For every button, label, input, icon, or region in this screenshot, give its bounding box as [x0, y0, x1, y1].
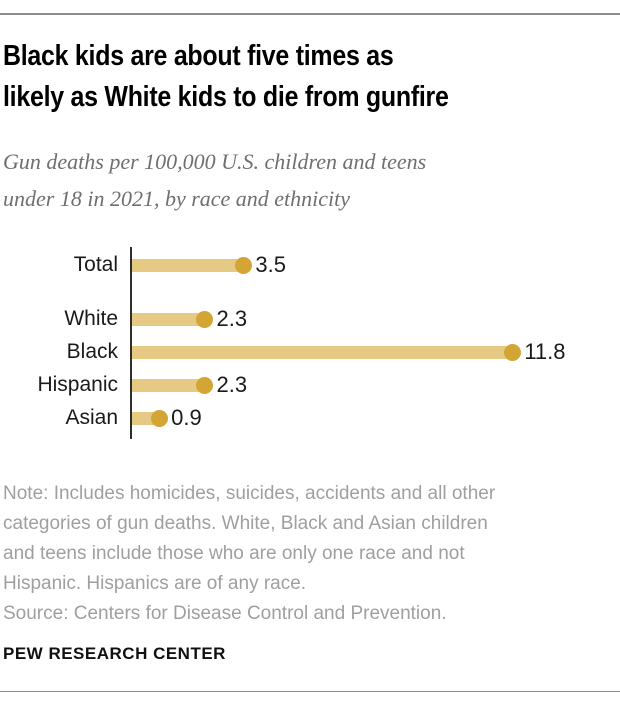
category-label: Total: [73, 253, 118, 276]
note-line-4: Hispanic. Hispanics are of any race.: [3, 573, 307, 594]
value-label: 0.9: [171, 405, 202, 430]
bottom-divider: [0, 691, 620, 692]
bar-end-dot: [151, 410, 168, 427]
note-line-2: categories of gun deaths. White, Black and Asian children: [3, 513, 488, 534]
category-label: Asian: [65, 406, 118, 429]
bar: [132, 346, 513, 359]
chart-title: [3, 36, 620, 118]
brand-footer: PEW RESEARCH CENTER: [3, 644, 226, 663]
bar: [132, 313, 205, 326]
bar: [132, 379, 205, 392]
category-label: White: [64, 307, 118, 330]
lollipop-bar-chart: [0, 247, 620, 439]
value-label: 3.5: [255, 252, 286, 277]
chart-notes: [3, 479, 617, 629]
value-label: 2.3: [216, 306, 248, 331]
bar-end-dot: [504, 344, 521, 361]
chart-title-line-2: likely as White kids to die from gunfire: [3, 81, 449, 113]
top-divider: [0, 13, 620, 15]
bar-end-dot: [196, 377, 213, 394]
value-label: 11.8: [524, 339, 566, 364]
source-line: Source: Centers for Disease Control and Prevention.: [3, 603, 447, 624]
chart-subtitle-line-2: under 18 in 2021, by race and ethnicity: [3, 186, 351, 211]
bar-end-dot: [196, 311, 213, 328]
chart-subtitle: [3, 143, 613, 217]
bar: [132, 259, 244, 272]
category-label: Hispanic: [37, 373, 118, 396]
category-label: Black: [66, 340, 118, 363]
value-label: 2.3: [216, 372, 248, 397]
note-line-1: Note: Includes homicides, suicides, accidents and all other: [3, 483, 496, 504]
bar-end-dot: [235, 257, 252, 274]
chart-subtitle-line-1: Gun deaths per 100,000 U.S. children and teens: [3, 149, 427, 174]
note-line-3: and teens include those who are only one race and not: [3, 543, 465, 564]
chart-title-line-1: Black kids are about five times as: [3, 40, 394, 72]
y-axis-baseline: [130, 247, 132, 439]
